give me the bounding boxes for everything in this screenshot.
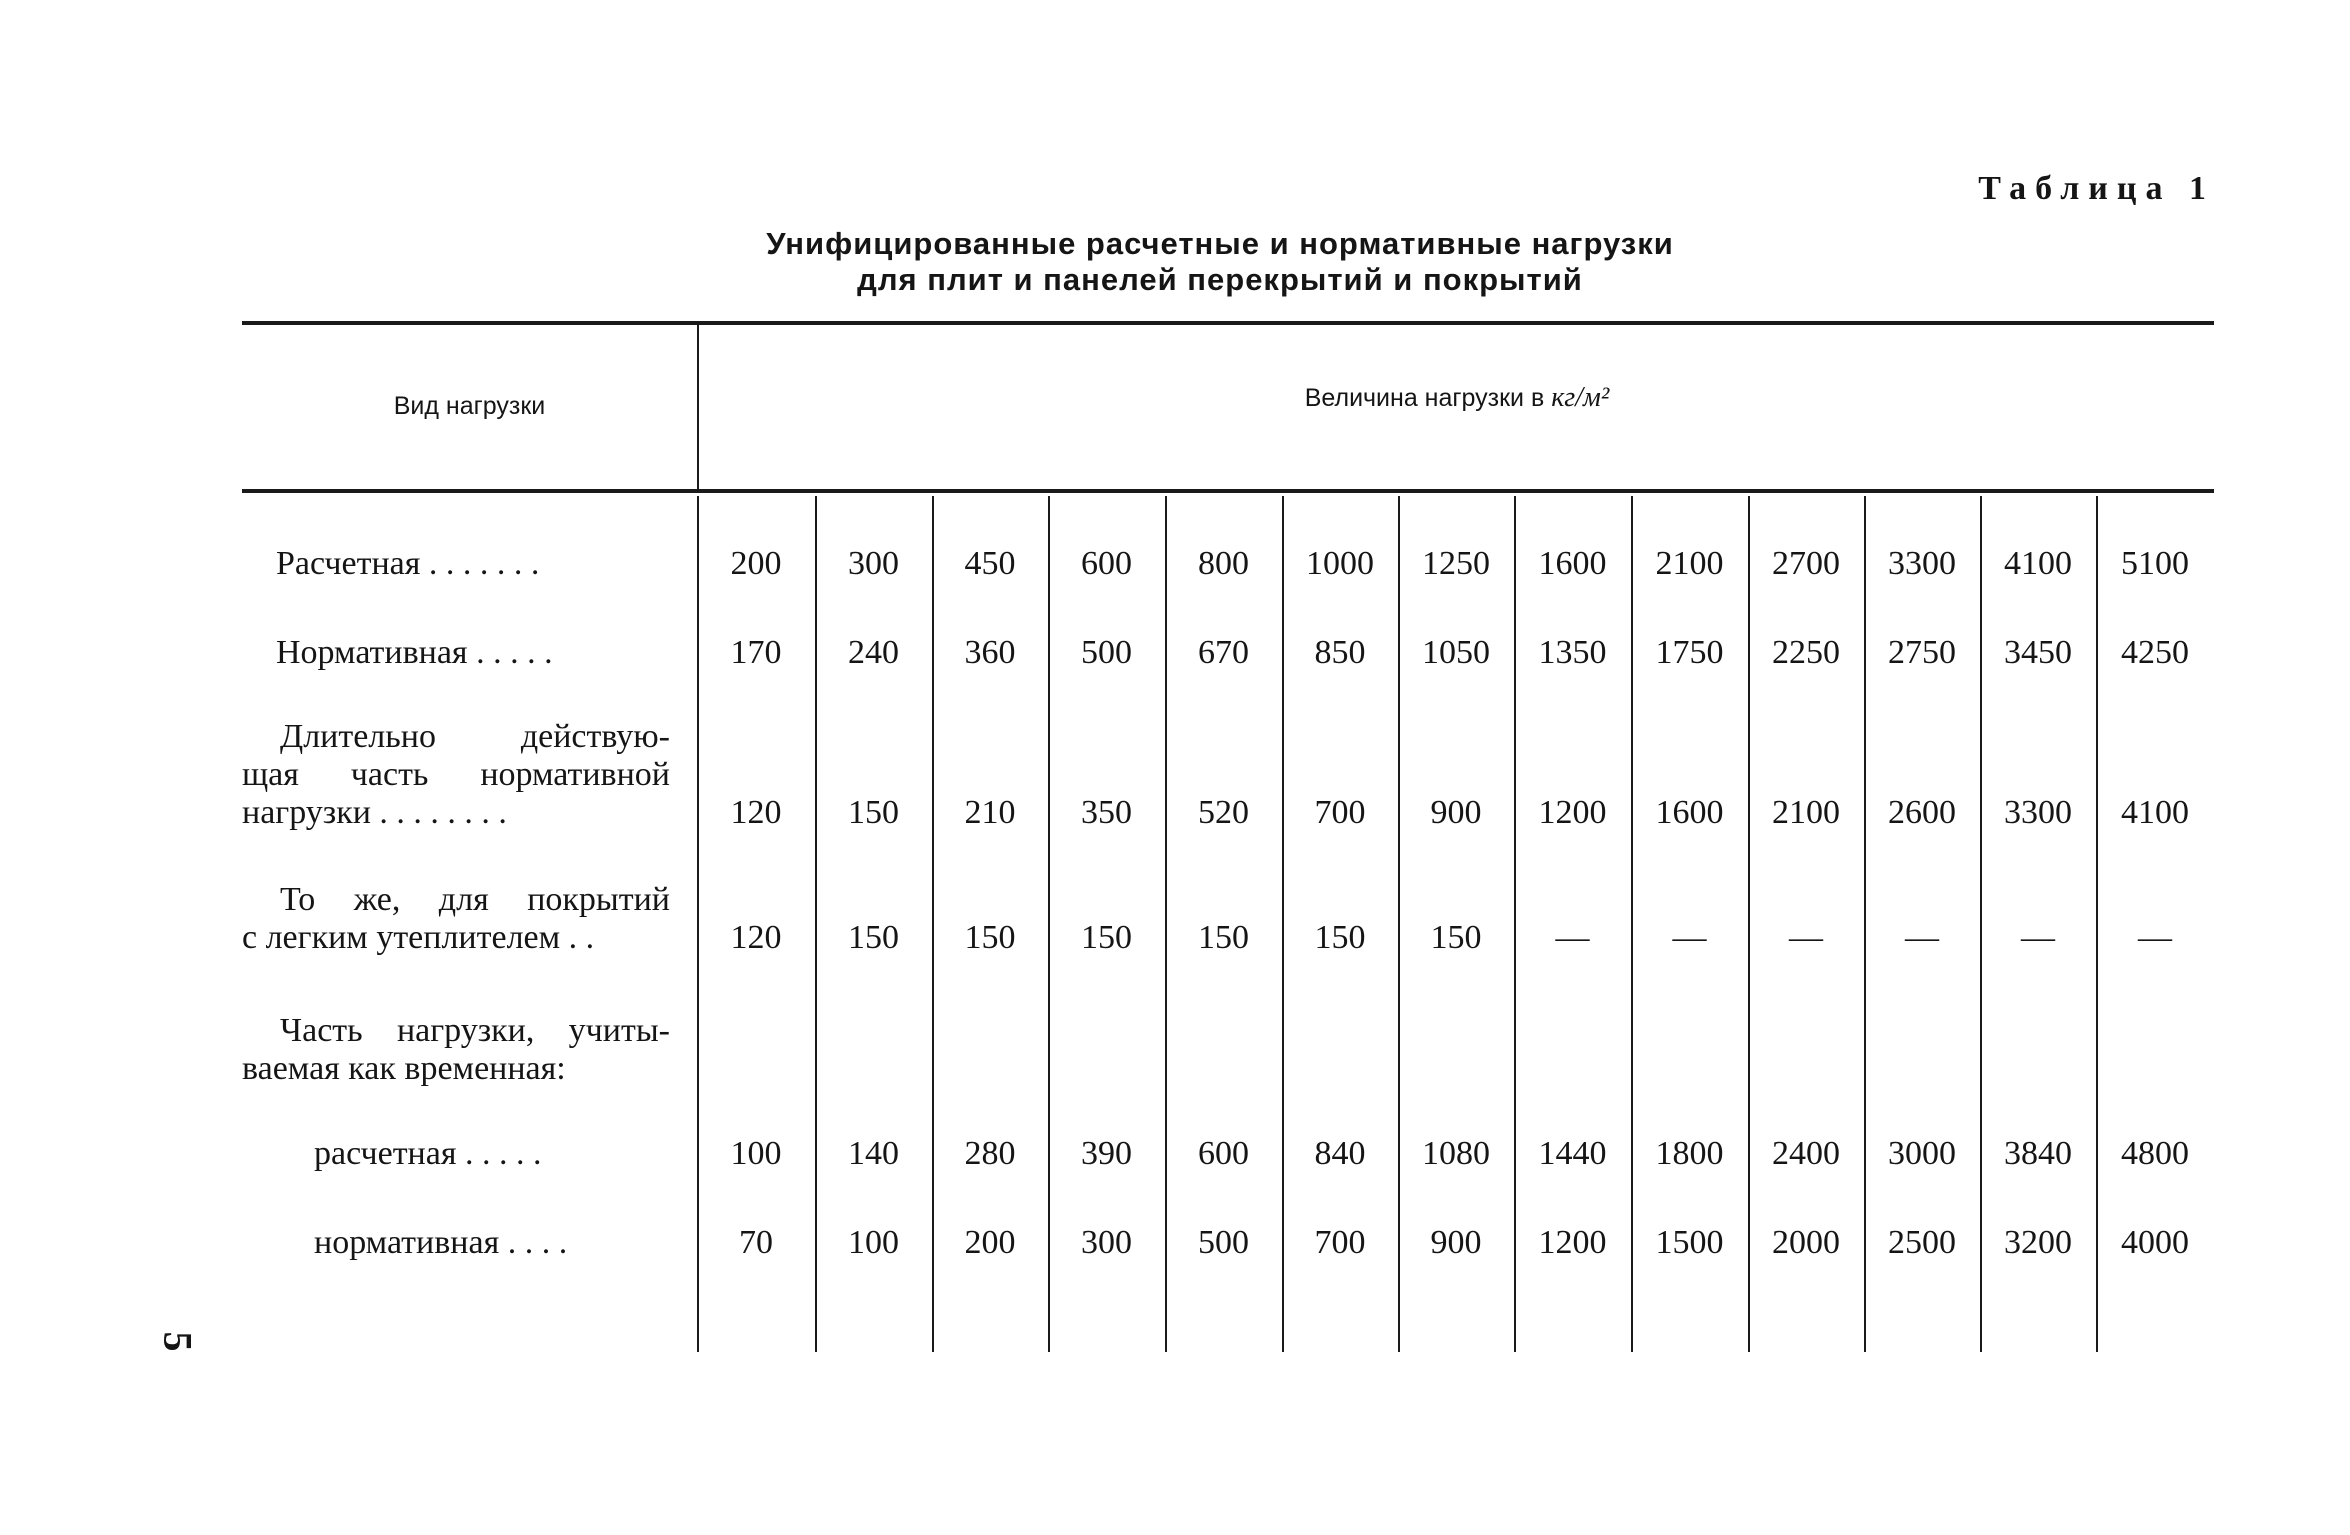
column-rule: [1282, 496, 1284, 1352]
table-cell: 840: [1314, 1135, 1366, 1172]
table-cell: —: [2021, 919, 2055, 956]
table-cell: 200: [964, 1224, 1016, 1261]
table-cell: 150: [1198, 919, 1249, 956]
table-cell: 850: [1314, 634, 1366, 671]
table-cell: 900: [1430, 1224, 1482, 1261]
table-cell: 1200: [1538, 794, 1607, 831]
table-cell: 4100: [2121, 794, 2189, 831]
row-label: [242, 718, 670, 832]
table-cell: 3450: [2004, 634, 2072, 671]
column-rule: [1165, 496, 1167, 1352]
row-label: [276, 545, 670, 583]
table-cell: 3300: [1888, 545, 1956, 582]
table-cell: 1600: [1538, 545, 1607, 582]
row-label-line: расчетная . . . . .: [314, 1135, 542, 1172]
row-label-line: нагрузки . . . . . . . .: [242, 794, 507, 831]
table-cell: 4250: [2121, 634, 2189, 671]
header-load-type: Вид нагрузки: [393, 392, 546, 420]
table-title-line-2: для плит и панелей перекрытий и покрытий: [857, 262, 1583, 297]
table-cell: 350: [1081, 794, 1132, 831]
table-cell: 4100: [2004, 545, 2072, 582]
table-cell: 800: [1198, 545, 1249, 582]
table-cell: 150: [964, 919, 1016, 956]
column-rule: [815, 496, 817, 1352]
column-rule: [1980, 496, 1982, 1352]
table-cell: 2600: [1888, 794, 1956, 831]
table-cell: 1500: [1655, 1224, 1724, 1261]
table-cell: 4800: [2121, 1135, 2189, 1172]
table-cell: 600: [1198, 1135, 1249, 1172]
row-label: [276, 634, 670, 672]
table-cell: 5100: [2121, 545, 2189, 582]
table-cell: 150: [1314, 919, 1366, 956]
table-cell: 500: [1198, 1224, 1249, 1261]
column-rule: [1398, 496, 1400, 1352]
table-cell: 500: [1081, 634, 1132, 671]
table-label: Таблица 1: [1978, 170, 2215, 207]
table-cell: 1200: [1538, 1224, 1607, 1261]
table-cell: 140: [848, 1135, 899, 1172]
table-cell: 210: [964, 794, 1016, 831]
table-cell: 1600: [1655, 794, 1724, 831]
table-cell: 2250: [1772, 634, 1840, 671]
header-load-value-text: Величина нагрузки в: [1304, 384, 1545, 412]
table-cell: 3300: [2004, 794, 2072, 831]
table-cell: 70: [739, 1224, 773, 1261]
table-cell: 700: [1314, 1224, 1366, 1261]
table-cell: 300: [848, 545, 899, 582]
table-cell: 200: [730, 545, 782, 582]
table-cell: 280: [964, 1135, 1016, 1172]
table-header-rule: [242, 489, 2214, 493]
table-cell: 2700: [1772, 545, 1840, 582]
row-label: [314, 1224, 670, 1262]
table-cell: 150: [1430, 919, 1482, 956]
table-cell: 2100: [1655, 545, 1724, 582]
table-cell: —: [1789, 919, 1823, 956]
row-label-line: Расчетная . . . . . . .: [276, 545, 540, 582]
table-cell: 150: [848, 919, 899, 956]
column-rule: [697, 496, 699, 1352]
table-cell: 2100: [1772, 794, 1840, 831]
column-rule: [1048, 496, 1050, 1352]
table-cell: 150: [848, 794, 899, 831]
table-cell: —: [1555, 919, 1590, 956]
table-cell: 4000: [2121, 1224, 2189, 1261]
table-cell: —: [1672, 919, 1707, 956]
header-load-value-unit: кг/м²: [1551, 382, 1610, 413]
table-cell: 360: [964, 634, 1016, 671]
table-cell: 150: [1081, 919, 1132, 956]
row-label-line: Нормативная . . . . .: [276, 634, 553, 671]
table-cell: 100: [730, 1135, 782, 1172]
table-title-line-1: Унифицированные расчетные и нормативные нагрузки: [766, 226, 1674, 261]
table-cell: 1050: [1422, 634, 1490, 671]
table-cell: 2000: [1772, 1224, 1840, 1261]
column-rule: [1631, 496, 1633, 1352]
table-cell: 450: [964, 545, 1016, 582]
table-cell: 390: [1081, 1135, 1132, 1172]
table-cell: 1000: [1306, 545, 1374, 582]
table-cell: 600: [1081, 545, 1132, 582]
row-label-line: То же, для покрытий: [280, 881, 670, 918]
table-cell: 120: [730, 919, 782, 956]
table-cell: 100: [848, 1224, 899, 1261]
table-cell: 240: [848, 634, 899, 671]
table-cell: 1440: [1538, 1135, 1607, 1172]
table-cell: 3000: [1888, 1135, 1956, 1172]
row-label: [314, 1135, 670, 1173]
column-rule: [1864, 496, 1866, 1352]
table-cell: 120: [730, 794, 782, 831]
table-cell: 2750: [1888, 634, 1956, 671]
table-cell: —: [1905, 919, 1939, 956]
table-cell: 520: [1198, 794, 1249, 831]
column-rule: [1748, 496, 1750, 1352]
header-left-divider: [697, 325, 699, 489]
table-cell: 900: [1430, 794, 1482, 831]
header-load-value: [700, 382, 2214, 414]
column-rule: [1514, 496, 1516, 1352]
row-label-line: ваемая как временная:: [242, 1050, 566, 1087]
table-cell: 300: [1081, 1224, 1132, 1261]
table-cell: 1750: [1655, 634, 1724, 671]
column-rule: [2096, 496, 2098, 1352]
page-number: 5: [155, 1331, 201, 1352]
table-cell: 170: [730, 634, 782, 671]
row-label-line: Длительно действую-: [280, 718, 670, 755]
column-rule: [932, 496, 934, 1352]
table-cell: 3200: [2004, 1224, 2072, 1261]
table-cell: 1080: [1422, 1135, 1490, 1172]
table-cell: 3840: [2004, 1135, 2072, 1172]
table-cell: 1250: [1422, 545, 1490, 582]
table-cell: 700: [1314, 794, 1366, 831]
row-label-line: Часть нагрузки, учиты-: [280, 1012, 670, 1049]
row-label: [242, 1012, 670, 1088]
table-cell: 1350: [1538, 634, 1607, 671]
table-cell: 2500: [1888, 1224, 1956, 1261]
row-label-line: щая часть нормативной: [242, 756, 670, 793]
table-cell: 1800: [1655, 1135, 1724, 1172]
table-cell: 670: [1198, 634, 1249, 671]
table-cell: 2400: [1772, 1135, 1840, 1172]
row-label: [242, 881, 670, 957]
table-cell: —: [2138, 919, 2172, 956]
row-label-line: нормативная . . . .: [314, 1224, 568, 1261]
table-top-rule: [242, 321, 2214, 325]
row-label-line: с легким утеплителем . .: [242, 919, 595, 956]
